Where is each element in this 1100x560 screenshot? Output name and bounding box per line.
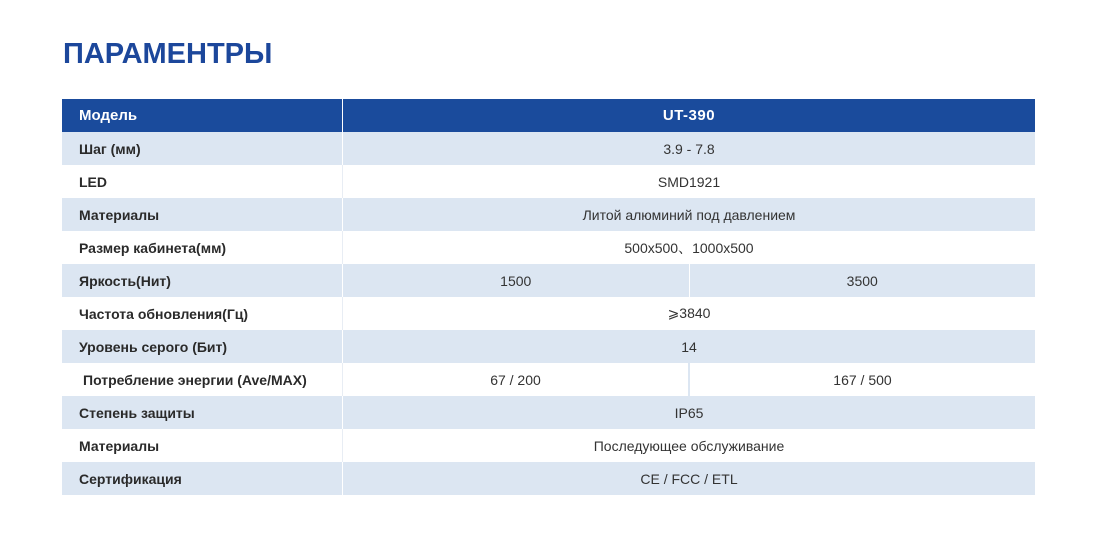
row-value-left: 67 / 200 [343,363,690,396]
row-value: 500x500、1000x500 [624,239,754,256]
table-row [62,396,1035,429]
header-model-value: UT-390 [662,107,716,124]
row-label: Уровень серого (Бит) [62,330,343,363]
row-label: Потребление энергии (Ave/MAX) [62,363,343,396]
row-label: Яркость(Нит) [62,264,343,297]
row-label: Частота обновления(Гц) [62,297,343,330]
table-row [62,429,1035,462]
row-label: Сертификация [62,462,343,495]
row-value-split [343,363,1035,396]
row-label: Степень защиты [62,396,343,429]
row-value-split [343,264,1035,297]
table-row [62,198,1035,231]
row-label: Шаг (мм) [62,132,343,165]
row-value: Последующее обслуживание [593,437,785,454]
row-value-right: 3500 [846,272,878,289]
table-row [62,462,1035,495]
row-label: Размер кабинета(мм) [62,231,343,264]
row-value: 14 [681,338,697,355]
row-value: SMD1921 [657,173,721,190]
row-label: Материалы [62,429,343,462]
row-value: Литой алюминий под давлением [582,206,796,223]
table-row [62,363,1035,396]
row-value: ⩾3840 [667,305,711,321]
row-value-right: 167 / 500 [833,371,892,388]
table-row [62,165,1035,198]
row-value: IP65 [674,404,704,421]
table-row [62,264,1035,297]
row-label: LED [62,165,343,198]
table-header-row [62,99,1035,132]
header-label: Модель [62,99,343,132]
table-row [62,132,1035,165]
row-value-left: 1500 [343,264,690,297]
row-value: 3.9 - 7.8 [663,140,715,157]
table-row [62,297,1035,330]
table-row [62,330,1035,363]
row-label: Материалы [62,198,343,231]
table-row [62,231,1035,264]
page-title: ПАРАМЕНТРЫ [63,38,273,70]
row-value: CE / FCC / ETL [640,470,738,487]
spec-table [62,99,1035,495]
